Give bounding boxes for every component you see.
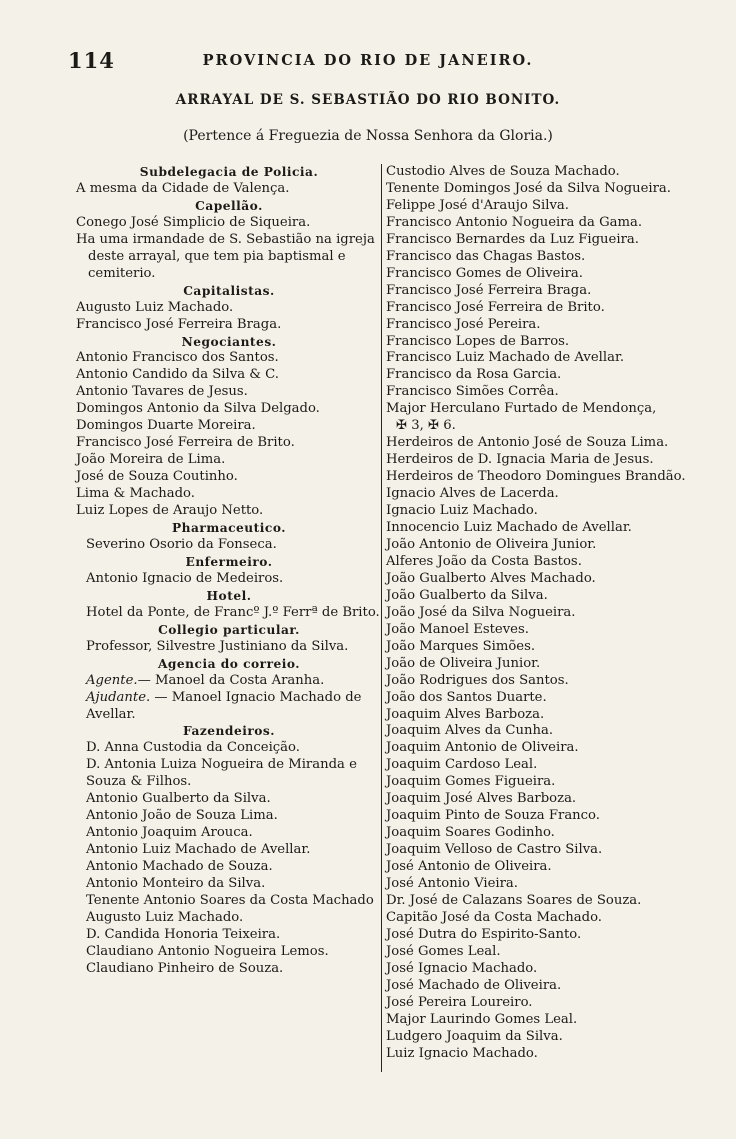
list-item: José Antonio de Oliveira. <box>386 859 552 875</box>
list-item: José Machado de Oliveira. <box>386 977 562 993</box>
heading-agencia: Agencia do correio. <box>157 656 301 671</box>
list-item: D. Anna Custodia da Conceição. <box>86 740 300 756</box>
list-item: Lima & Machado. <box>76 486 195 502</box>
heading-subdelegacia: Subdelegacia de Policia. <box>139 165 319 179</box>
list-item: Joaquim Soares Godinho. <box>386 825 555 841</box>
list-item: Domingos Antonio da Silva Delgado. <box>76 401 320 417</box>
list-item: Joaquim Gomes Figueira. <box>386 774 556 790</box>
list-item: Francisco Simões Corrêa. <box>386 384 559 400</box>
list-item: Francisco Lopes de Barros. <box>386 333 570 349</box>
list-item: Francisco José Ferreira de Brito. <box>76 435 295 451</box>
list-item: Luiz Ignacio Machado. <box>386 1045 538 1061</box>
list-item: João Antonio de Oliveira Junior. <box>386 536 597 552</box>
list-item: Major Laurindo Gomes Leal. <box>386 1011 578 1027</box>
list-item: Herdeiros de D. Ignacia Maria de Jesus. <box>386 452 654 468</box>
list-item: Felippe José d'Araujo Silva. <box>386 197 569 213</box>
list-item: Tenente Antonio Soares da Costa Machado <box>86 892 374 908</box>
list-item: João Manoel Esteves. <box>386 621 529 637</box>
list-item: Ignacio Alves de Lacerda. <box>386 486 559 502</box>
list-item: Joaquim Cardoso Leal. <box>386 757 538 773</box>
list-item: Antonio Candido da Silva & C. <box>76 367 279 383</box>
list-item: Antonio Luiz Machado de Avellar. <box>86 842 311 858</box>
list-item: João dos Santos Duarte. <box>386 689 547 705</box>
list-item-note: Ha uma irmandade de S. Sebastião na igreja deste arrayal, que tem pia baptismal e cemiterio. <box>76 231 375 281</box>
page-number: 114 <box>68 48 115 73</box>
heading-negociantes: Negociantes. <box>181 334 277 349</box>
list-item: D. Candida Honoria Teixeira. <box>86 926 281 942</box>
list-item: Francisco Bernardes da Luz Figueira. <box>386 231 639 247</box>
list-item: Augusto Luiz Machado. <box>86 909 244 925</box>
list-item: Antonio João de Souza Lima. <box>86 808 278 824</box>
list-item: Luiz Lopes de Araujo Netto. <box>76 503 264 519</box>
list-item: Francisco José Pereira. <box>386 316 541 332</box>
list-item: Joaquim Alves Barboza. <box>386 706 545 722</box>
list-item: Dr. José de Calazans Soares de Souza. <box>386 892 642 908</box>
heading-capitalistas: Capitalistas. <box>183 283 275 298</box>
list-item: Antonio Gualberto da Silva. <box>86 791 271 807</box>
list-item: Claudiano Antonio Nogueira Lemos. <box>86 943 329 959</box>
ajudante-label: Ajudante. <box>86 689 151 705</box>
list-item: Francisco José Ferreira Braga. <box>386 282 592 298</box>
list-item: Herdeiros de Theodoro Domingues Brandão. <box>386 469 686 485</box>
list-item: Innocencio Luiz Machado de Avellar. <box>386 520 632 536</box>
heading-hotel: Hotel. <box>206 588 252 603</box>
list-item: A mesma da Cidade de Valença. <box>76 180 290 196</box>
list-item: D. Antonia Luiza Nogueira de Miranda e Souza & Filhos. <box>86 757 357 790</box>
list-item: Tenente Domingos José da Silva Nogueira. <box>386 180 671 196</box>
list-item: Augusto Luiz Machado. <box>76 299 234 315</box>
list-item: Domingos Duarte Moreira. <box>76 418 256 434</box>
list-item: Custodio Alves de Souza Machado. <box>386 164 620 179</box>
ajudante-entry <box>76 690 382 724</box>
list-item: Antonio Machado de Souza. <box>86 859 273 875</box>
list-item: Ignacio Luiz Machado. <box>386 503 538 519</box>
heading-fazendeiros: Fazendeiros. <box>183 724 275 739</box>
list-item: Conego José Simplicio de Siqueira. <box>76 214 311 230</box>
list-item: Francisco Luiz Machado de Avellar. <box>386 350 625 366</box>
running-title: PROVINCIA DO RIO DE JANEIRO. <box>202 52 534 69</box>
section-title: ARRAYAL DE S. SEBASTIÃO DO RIO BONITO. <box>175 92 561 108</box>
list-item: José Pereira Loureiro. <box>386 994 533 1010</box>
list-item: Severino Osorio da Fonseca. <box>86 536 277 552</box>
list-item: Claudiano Pinheiro de Souza. <box>86 960 284 976</box>
list-item: João Gualberto da Silva. <box>386 587 548 603</box>
list-item: José de Souza Coutinho. <box>76 469 238 485</box>
agente-label: Agente. <box>86 672 138 688</box>
list-item: Antonio Tavares de Jesus. <box>76 384 248 400</box>
list-item: Francisco Gomes de Oliveira. <box>386 265 583 281</box>
heading-collegio: Collegio particular. <box>158 622 300 637</box>
list-item: Joaquim Antonio de Oliveira. <box>386 740 579 756</box>
list-item: Francisco José Ferreira de Brito. <box>386 299 605 315</box>
list-item: João Moreira de Lima. <box>76 452 226 468</box>
heading-enfermeiro: Enfermeiro. <box>185 554 273 569</box>
list-item: Francisco da Rosa Garcia. <box>386 367 562 383</box>
list-item: Francisco Antonio Nogueira da Gama. <box>386 214 643 230</box>
list-item: José Ignacio Machado. <box>386 960 538 976</box>
list-item: Herdeiros de Antonio José de Souza Lima. <box>386 435 669 451</box>
heading-capellao: Capellão. <box>195 198 263 213</box>
list-item: Professor, Silvestre Justiniano da Silva. <box>86 638 349 654</box>
list-item: Joaquim Velloso de Castro Silva. <box>386 842 603 858</box>
list-item: João José da Silva Nogueira. <box>386 604 576 620</box>
left-column <box>76 164 382 978</box>
ajudante-name: — Manoel Ignacio Machado de Avellar. <box>86 689 362 722</box>
list-item: Joaquim José Alves Barboza. <box>386 791 577 807</box>
right-column <box>386 164 698 1063</box>
list-item: José Gomes Leal. <box>386 943 501 959</box>
agente-name: — Manoel da Costa Aranha. <box>137 672 325 688</box>
list-item: João de Oliveira Junior. <box>386 655 541 671</box>
list-item: Francisco José Ferreira Braga. <box>76 316 282 332</box>
list-item: José Antonio Vieira. <box>386 876 518 892</box>
list-item: Capitão José da Costa Machado. <box>386 909 602 925</box>
list-item: Major Herculano Furtado de Mendonça, <box>386 401 657 417</box>
list-item: Hotel da Ponte, de Francº J.º Ferrª de Brito. <box>86 604 380 620</box>
list-item: João Marques Simões. <box>386 638 536 654</box>
list-item: Antonio Monteiro da Silva. <box>86 876 266 892</box>
list-item: Antonio Francisco dos Santos. <box>76 350 279 366</box>
list-item: João Rodrigues dos Santos. <box>386 672 569 688</box>
list-item: Alferes João da Costa Bastos. <box>386 553 582 569</box>
list-item: Joaquim Alves da Cunha. <box>386 723 554 739</box>
section-subtitle: (Pertence á Freguezia de Nossa Senhora da Gloria.) <box>183 128 553 144</box>
agente-entry <box>76 673 382 690</box>
list-item: Ludgero Joaquim da Silva. <box>386 1028 563 1044</box>
list-item: Francisco das Chagas Bastos. <box>386 248 586 264</box>
list-item: Antonio Ignacio de Medeiros. <box>86 570 284 586</box>
list-item: Joaquim Pinto de Souza Franco. <box>386 808 600 824</box>
list-item: Antonio Joaquim Arouca. <box>86 825 253 841</box>
decoration-marks: ✠ 3, ✠ 6. <box>396 418 456 434</box>
list-item: José Dutra do Espirito-Santo. <box>386 926 582 942</box>
heading-pharmaceutico: Pharmaceutico. <box>171 521 286 536</box>
list-item: João Gualberto Alves Machado. <box>386 570 596 586</box>
